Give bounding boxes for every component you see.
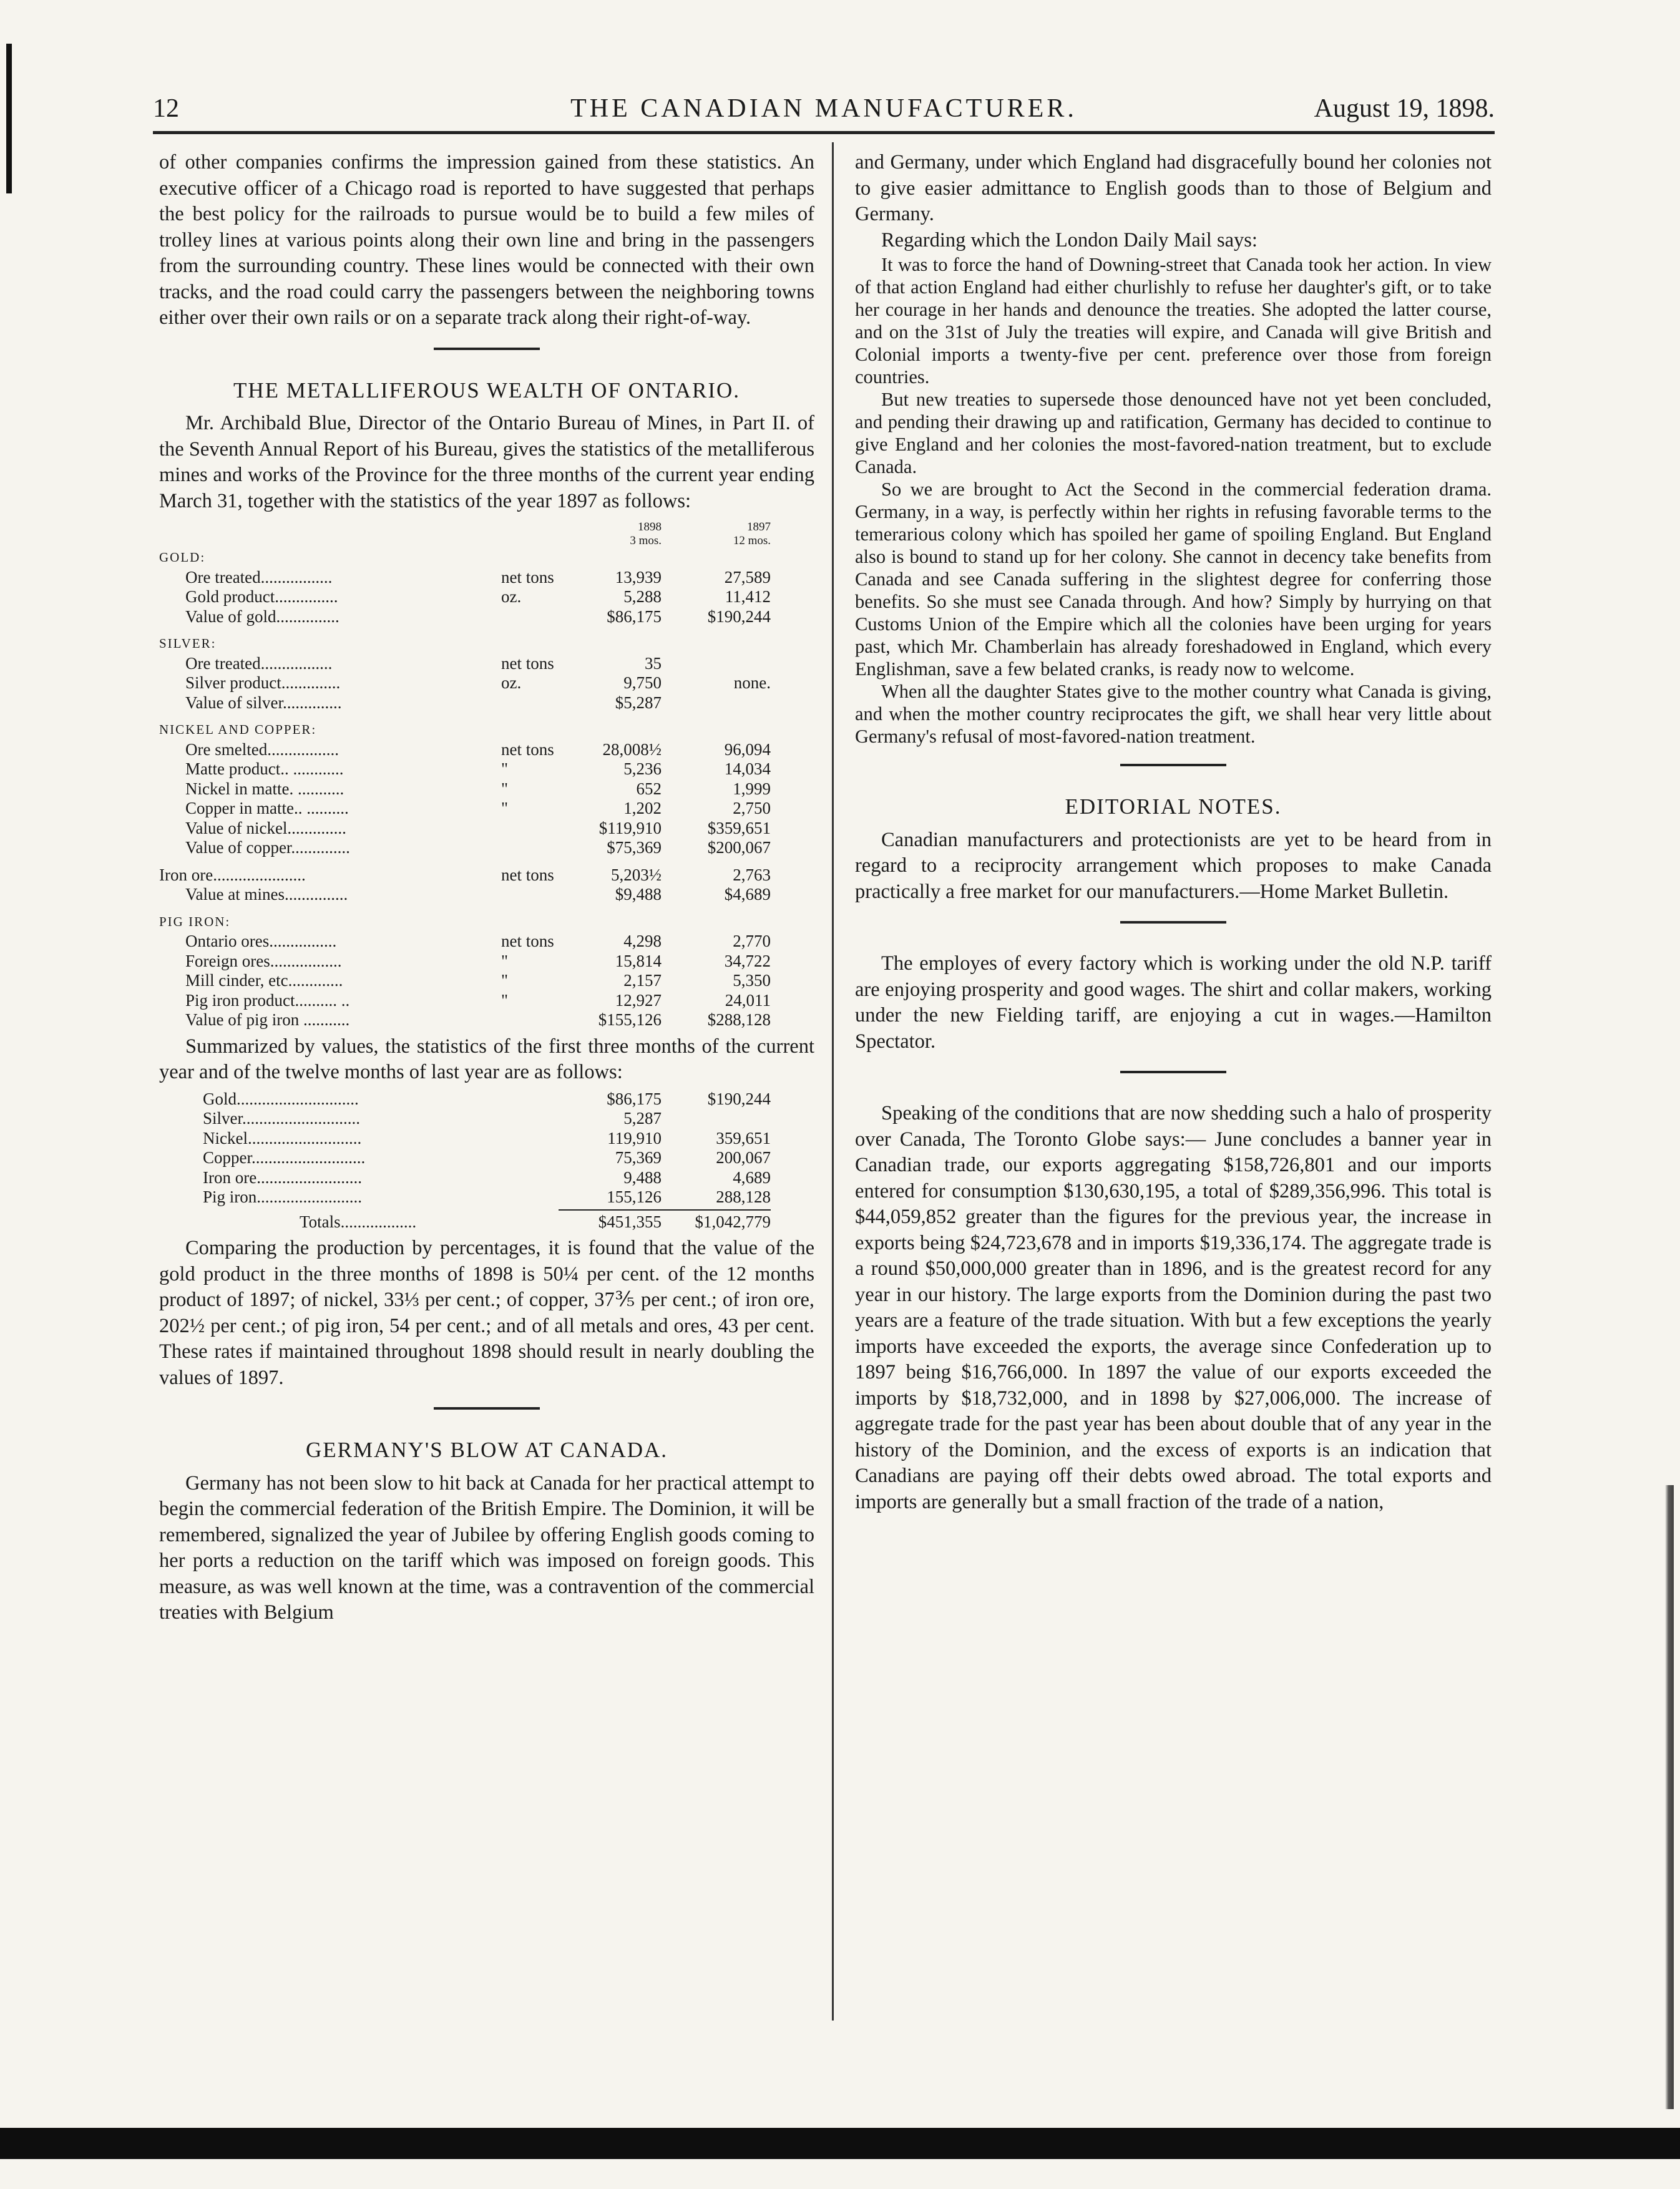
mail-intro: Regarding which the London Daily Mail says: bbox=[881, 228, 1258, 251]
metal-heading: THE METALLIFEROUS WEALTH OF ONTARIO. bbox=[233, 378, 741, 402]
section-divider bbox=[1120, 764, 1226, 766]
summary-row: Pig iron......................... 155,126 288,128 bbox=[203, 1187, 771, 1206]
scan-edge-shadow bbox=[1665, 1485, 1674, 2109]
header-rule bbox=[153, 131, 1495, 134]
editorial-note-3: Speaking of the conditions that are now shedding such a halo of prosperity over Canada, The Toronto Globe says:— June concludes a banner year in Canadian trade, our exports aggregating $158,726,801 and our imports entered for consumption $130,630,195, a total of $289,356,996. This total is $44,059,852 greater than the figures for the previous year, the increase in exports being $24,723,678 and in imports $19,336,174. The aggregate trade is a round $50,000,000 greater than in 1896, and is the greatest record for any year in our history. The large exports from the Dominion during the past two years are a feature of the trade situation. With but a few exceptions the yearly imports have exceeded the exports, the average since Confederation up to 1897 being $16,766,000. In 1897 the value of our exports exceeded the imports by $18,732,000, and in 1898 by $27,006,000. The increase of aggregate trade for the past year has been about double that of any year in the history of the Dominion, and the excess of exports is an indication that Canadians are paying off their debts owed abroad. The total exports and imports are generally but a small fraction of the trade of a nation, bbox=[855, 1102, 1492, 1513]
summary-table bbox=[159, 1090, 814, 1232]
mail-quote-2: But new treaties to supersede those denounced have not yet been concluded, and pending their drawing up and ratification, Germany has decided to continue to give England and her colonies the most-favored-nation treatment, but to exclude Canada. bbox=[855, 389, 1492, 477]
editorial-note-2: The employes of every factory which is working under the old N.P. tariff are enjoying prosperity and good wages. The shirt and collar makers, working under the new Fielding tariff, are enjoying a cut in wages.—Hamilton Spectator. bbox=[855, 952, 1492, 1053]
stats-row: Value of pig iron ........... $155,126 $288,128 bbox=[185, 1010, 771, 1029]
summary-row: Iron ore......................... 9,488 4,689 bbox=[203, 1168, 771, 1187]
scan-bottom-bar bbox=[0, 2128, 1680, 2159]
stats-row: Ore smelted................. net tons 28,008½ 96,094 bbox=[185, 739, 771, 759]
germany-continued: and Germany, under which England had disgracefully bound her colonies not to give easier admittance to English goods than to those of Belgium and Germany. bbox=[855, 151, 1492, 225]
stats-row: Iron ore...................... net tons 5,203½ 2,763 bbox=[159, 865, 771, 884]
column-rule bbox=[832, 142, 834, 2021]
journal-title: THE CANADIAN MANUFACTURER. bbox=[570, 94, 1077, 123]
stats-section-title: SILVER: bbox=[159, 636, 217, 651]
page-number: 12 bbox=[153, 94, 179, 123]
section-divider bbox=[434, 1407, 540, 1410]
stats-row: Value of nickel.............. $119,910 $359,651 bbox=[185, 818, 771, 837]
right-column bbox=[855, 150, 1492, 1515]
section-divider bbox=[1120, 1071, 1226, 1073]
summary-row: Copper........................... 75,369 200,067 bbox=[203, 1148, 771, 1167]
stats-row: Ontario ores................ net tons 4,298 2,770 bbox=[185, 932, 771, 950]
summary-paragraph: Summarized by values, the statistics of the first three months of the current year and of the twelve months of last year are as follows: bbox=[159, 1035, 814, 1083]
intro-paragraph: of other companies confirms the impression gained from these statistics. An executive officer of a Chicago road is reported to have suggested that perhaps the best policy for the railroads to pursue would be to build a few miles of trolley lines at various points along their own line and bring in the passengers from the surrounding country. These lines would be connected with their own tracks, and the road could carry the passengers between the neighboring towns either over their own rails or on a separate track along their right-of-way. bbox=[159, 151, 814, 329]
stats-row: Ore treated................. net tons 13,939 27,589 bbox=[185, 567, 771, 587]
stats-section-title: PIG IRON: bbox=[159, 914, 231, 929]
stats-section-title: GOLD: bbox=[159, 550, 206, 565]
stats-row: Value of copper.............. $75,369 $200,067 bbox=[185, 838, 771, 857]
stats-row: Nickel in matte. ........... " 652 1,999 bbox=[185, 779, 771, 798]
stats-row: Value at mines............... $9,488 $4,689 bbox=[185, 885, 771, 904]
scan-edge-mark bbox=[6, 44, 12, 193]
mail-quote-1: It was to force the hand of Downing-street that Canada took her action. In view of that action England had either churlishly to refuse her daughter's gift, or to take her courage in her hands and denounce the treaties. She adopted the latter course, and on the 31st of July the treaties will expire, and Canada will give British and Colonial imports a twenty-five per cent. preference over those from foreign countries. bbox=[855, 254, 1492, 388]
stats-row: Silver product.............. oz. 9,750 none. bbox=[185, 673, 771, 692]
summary-total-row: Totals.................. $451,355 $1,042,779 bbox=[300, 1212, 771, 1231]
stats-row: Pig iron product.......... .. " 12,927 24,011 bbox=[185, 990, 771, 1010]
section-divider bbox=[434, 348, 540, 350]
mail-quote-4: When all the daughter States give to the mother country what Canada is giving, and when the mother country reciprocates the gift, we shall hear very little about Germany's refusal of most-favored-nation treatment. bbox=[855, 681, 1492, 747]
stats-row: Mill cinder, etc............. " 2,157 5,350 bbox=[185, 971, 771, 990]
stats-table bbox=[159, 520, 814, 1030]
issue-date: August 19, 1898. bbox=[1314, 94, 1495, 123]
editorial-heading: EDITORIAL NOTES. bbox=[1065, 794, 1282, 819]
page-header bbox=[153, 87, 1495, 137]
stats-year-head: 1898 1897 bbox=[638, 520, 771, 534]
stats-row: Gold product............... oz. 5,288 11,412 bbox=[185, 587, 771, 606]
comparing-paragraph: Comparing the production by percentages, it is found that the value of the gold product in the three months of 1898 is 50¼ per cent. of the 12 months product of 1897; of nickel, 33⅓ per cent.; of copper, 37⅗ per cent.; of iron ore, 202½ per cent.; of pig iron, 54 per cent.; and of all metals and ores, 43 per cent. These rates if maintained throughout 1898 should result in nearly doubling the values of 1897. bbox=[159, 1237, 814, 1389]
stats-row: Value of gold............... $86,175 $190,244 bbox=[185, 607, 771, 626]
stats-section-title: NICKEL AND COPPER: bbox=[159, 722, 317, 737]
stats-row: Copper in matte.. .......... " 1,202 2,750 bbox=[185, 799, 771, 817]
summary-row: Silver............................ 5,287 bbox=[203, 1109, 662, 1128]
stats-period-head: 3 mos. 12 mos. bbox=[630, 534, 771, 547]
germany-paragraph: Germany has not been slow to hit back at Canada for her practical attempt to begin the commercial federation of the British Empire. The Dominion, it will be remembered, signalized the year of Jubilee by offering English goods coming to her ports a reduction on the tariff which was imposed on foreign goods. This measure, as was well known at the time, was a contravention of the commercial treaties with Belgium bbox=[159, 1471, 814, 1624]
germany-heading: GERMANY'S BLOW AT CANADA. bbox=[305, 1438, 668, 1462]
metal-paragraph: Mr. Archibald Blue, Director of the Ontario Bureau of Mines, in Part II. of the Seventh Annual Report of his Bureau, gives the statistics of the metalliferous mines and works of the Province for the three months of the current year ending March 31, together with the statistics of the year 1897 as follows: bbox=[159, 412, 814, 512]
stats-row: Matte product.. ............ " 5,236 14,034 bbox=[185, 759, 771, 778]
summary-row: Gold............................. $86,175 $190,244 bbox=[203, 1089, 771, 1108]
mail-quote-3: So we are brought to Act the Second in the commercial federation drama. Germany, in a way, is perfectly within her rights in refusing favorable terms to the temerarious colony which has spoiled her game of spoiling England. But England also is bound to stand up for her colony. She cannot in decency take benefits from Canada and see Canada suffering in the slightest degree for conferring those benefits. So she must see Canada through. And how? Simply by hurrying on that Customs Union of the Empire which all the colonies have been urging for years past, which Mr. Chamberlain has already foreshadowed in England, which every Englishman, save a few belated cranks, is ready now to welcome. bbox=[855, 479, 1492, 680]
stats-row: Value of silver.............. $5,287 bbox=[185, 693, 662, 712]
stats-row: Foreign ores................. " 15,814 34,722 bbox=[185, 951, 771, 970]
section-divider bbox=[1120, 921, 1226, 924]
stats-row: Ore treated................. net tons 35 bbox=[185, 653, 662, 673]
editorial-note-1: Canadian manufacturers and protectionists are yet to be heard from in regard to a reciprocity arrangement which proposes to make Canada practically a free market for our manufacturers.—Home Market Bulletin. bbox=[855, 828, 1492, 903]
left-column bbox=[159, 150, 814, 1626]
summary-row: Nickel........................... 119,910 359,651 bbox=[203, 1128, 771, 1148]
